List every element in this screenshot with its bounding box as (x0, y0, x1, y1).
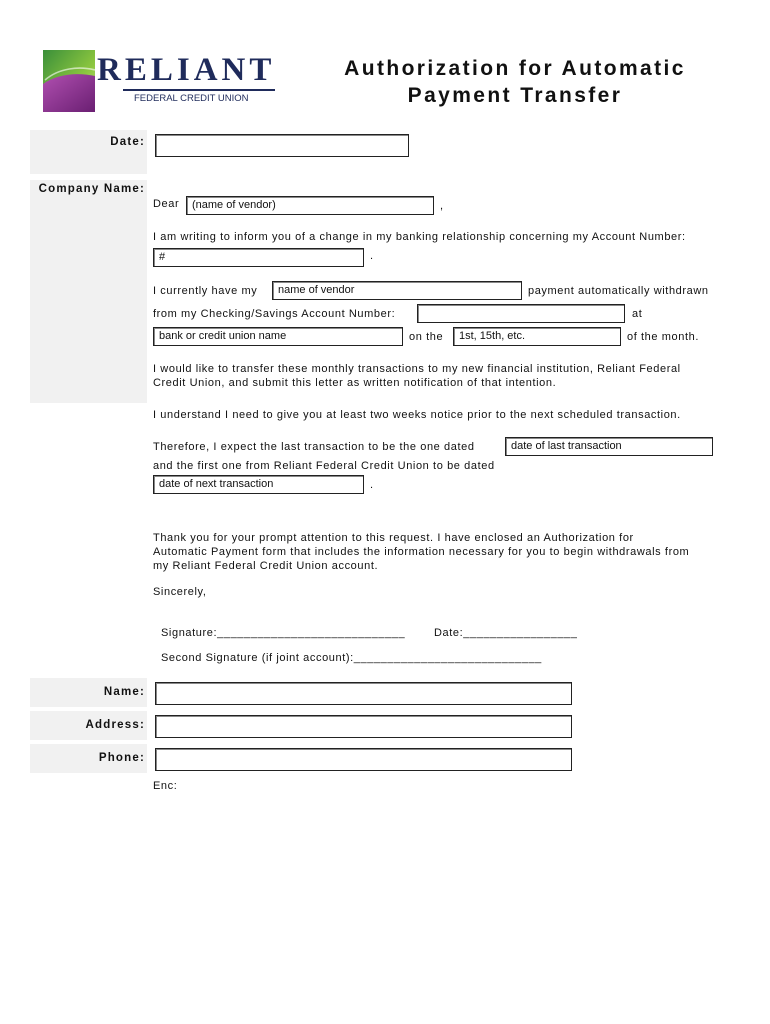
of-month-text: of the month. (627, 331, 700, 343)
address-label: Address: (85, 719, 145, 731)
last-transaction-date-field[interactable]: date of last transaction (505, 437, 713, 456)
company-label-bg (30, 180, 147, 403)
thanks-line-1: Thank you for your prompt attention to this request. I have enclosed an Authorization for (153, 532, 634, 544)
thanks-line-2: Automatic Payment form that includes the information necessary for you to begin withdrawals from (153, 546, 690, 558)
reliant-logo (43, 50, 283, 112)
bank-name-field[interactable]: bank or credit union name (153, 327, 403, 346)
company-name-label: Company Name: (38, 183, 145, 195)
therefore-text: Therefore, I expect the last transaction to be the one dated (153, 441, 475, 453)
account-number-period: . (370, 250, 374, 262)
transfer-line-2: Credit Union, and submit this letter as written notification of that intention. (153, 377, 557, 389)
form-title-line-2: Payment Transfer (407, 84, 623, 107)
payment-day-field[interactable]: 1st, 15th, etc. (453, 327, 621, 346)
first-one-text: and the first one from Reliant Federal Credit Union to be dated (153, 460, 495, 472)
dear-comma: , (440, 200, 444, 212)
next-transaction-period: . (370, 479, 374, 491)
name-field[interactable] (155, 682, 572, 705)
phone-label: Phone: (98, 752, 145, 764)
date-field[interactable] (155, 134, 409, 157)
next-transaction-date-field[interactable]: date of next transaction (153, 475, 364, 494)
enc-text: Enc: (153, 780, 178, 792)
account-number-field[interactable]: # (153, 248, 364, 267)
sincerely-text: Sincerely, (153, 586, 207, 598)
signature-date-line: Date:_________________ (434, 627, 578, 639)
on-the-text: on the (409, 331, 444, 343)
currently-have-text: I currently have my (153, 285, 258, 297)
thanks-line-3: my Reliant Federal Credit Union account. (153, 560, 379, 572)
notice-text: I understand I need to give you at least two weeks notice prior to the next scheduled transaction. (153, 409, 681, 421)
form-title-line-1: Authorization for Automatic (344, 57, 686, 80)
second-signature-line: Second Signature (if joint account):____________________________ (161, 652, 542, 664)
thanks-paragraph (153, 531, 689, 573)
transfer-paragraph (153, 362, 681, 390)
logo-rule (123, 89, 275, 91)
vendor-payment-field[interactable]: name of vendor (272, 281, 522, 300)
signature-line: Signature:____________________________ (161, 627, 406, 639)
form-title (310, 55, 720, 109)
phone-field[interactable] (155, 748, 572, 771)
auto-withdrawn-text: payment automatically withdrawn (528, 285, 709, 297)
dear-text: Dear (153, 198, 180, 210)
name-label: Name: (103, 686, 145, 698)
checking-account-field[interactable] (417, 304, 625, 323)
inform-text: I am writing to inform you of a change in my banking relationship concerning my Account Number: (153, 231, 686, 243)
from-account-text: from my Checking/Savings Account Number: (153, 308, 396, 320)
date-label: Date: (110, 136, 145, 148)
at-text: at (632, 308, 643, 320)
transfer-line-1: I would like to transfer these monthly transactions to my new financial institution, Reliant Federal (153, 363, 681, 375)
address-field[interactable] (155, 715, 572, 738)
vendor-salutation-field[interactable]: (name of vendor) (186, 196, 434, 215)
logo-mark-icon (43, 50, 95, 112)
logo-wordmark: RELIANT (97, 52, 276, 88)
logo-subtitle: FEDERAL CREDIT UNION (134, 93, 249, 104)
